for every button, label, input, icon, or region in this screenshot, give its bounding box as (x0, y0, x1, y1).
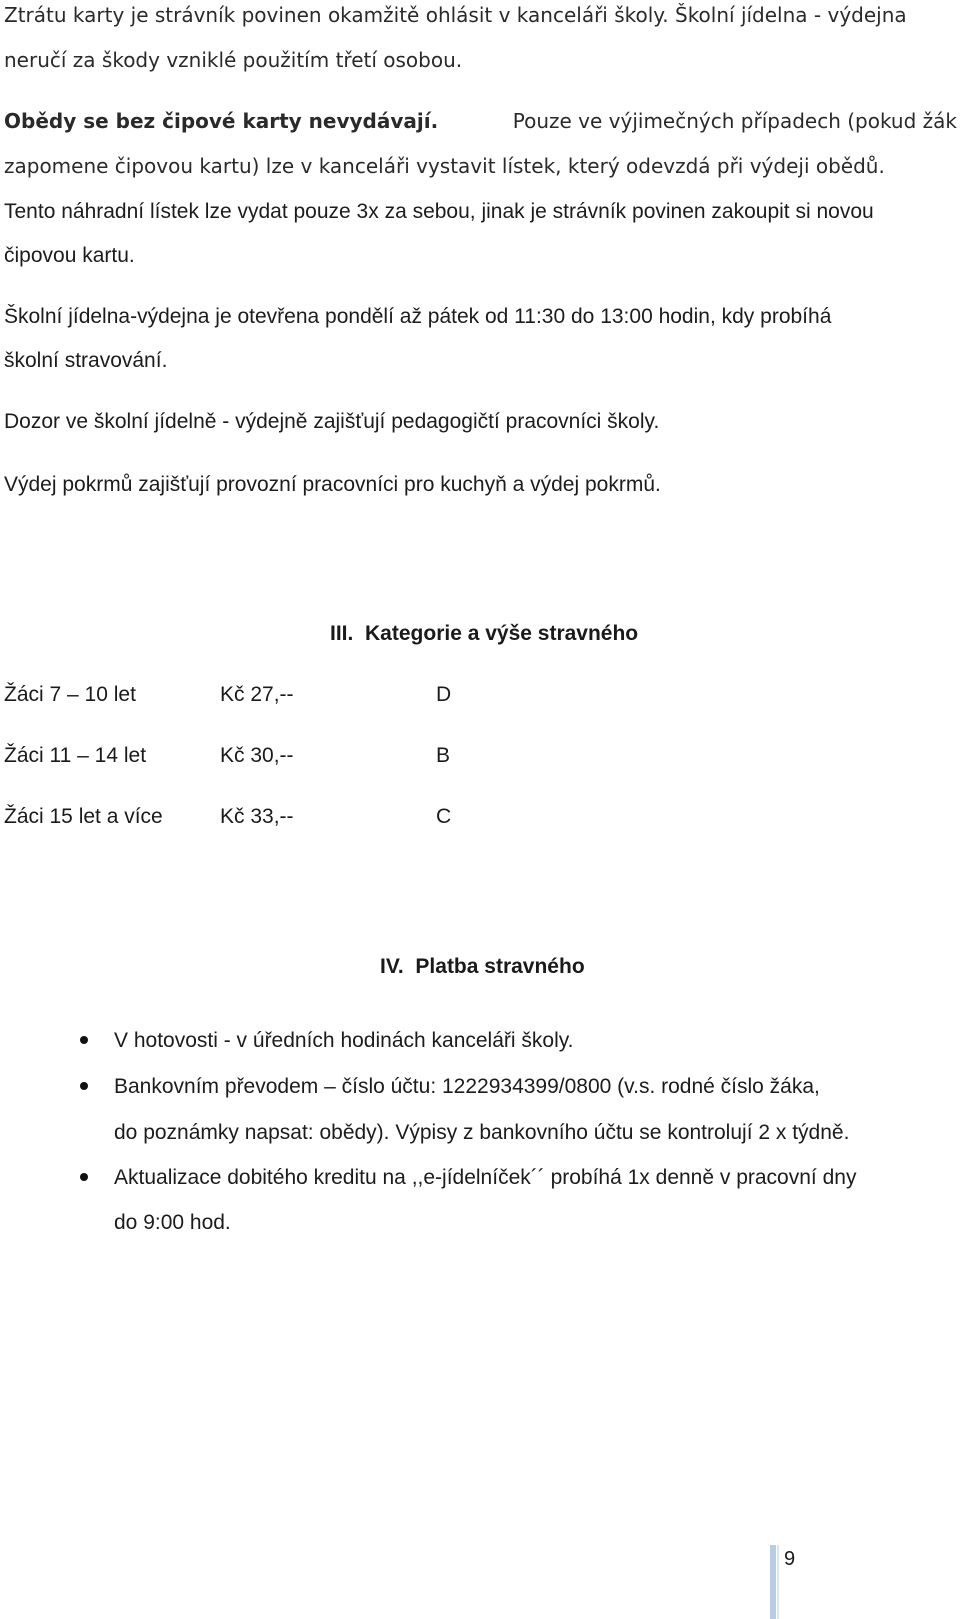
section-3-title: Kategorie a výše stravného (365, 622, 639, 645)
paragraph-2-line-2: zapomene čipovou kartu) lze v kanceláři vystavit lístek, který odevzdá při výdeji obědů. (4, 154, 885, 178)
bullet-1-icon (80, 1036, 88, 1044)
rate-row-3-price: Kč 33,-- (220, 805, 294, 828)
section-4-number: IV. (380, 955, 404, 978)
section-3-number: III. (330, 622, 354, 645)
bullet-1-text: V hotovosti - v úředních hodinách kanceláři školy. (114, 1029, 574, 1052)
paragraph-2-bold-lead: Obědy se bez čipové karty nevydávají. (4, 109, 439, 133)
rate-row-2-price: Kč 30,-- (220, 744, 294, 767)
paragraph-3-line-1: Tento náhradní lístek lze vydat pouze 3x za sebou, jinak je strávník povinen zakoupit si novou (4, 200, 874, 223)
bullet-3-line-1: Aktualizace dobitého kreditu na ,,e-jídelníček´´ probíhá 1x denně v pracovní dny (114, 1166, 857, 1189)
paragraph-6: Výdej pokrmů zajišťují provozní pracovníci pro kuchyň a výdej pokrmů. (4, 473, 661, 496)
paragraph-4-line-1: Školní jídelna-výdejna je otevřena pondělí až pátek od 11:30 do 13:00 hodin, kdy probíhá (4, 305, 832, 328)
bullet-3-icon (80, 1173, 88, 1181)
bullet-2-line-1: Bankovním převodem – číslo účtu: 1222934399/0800 (v.s. rodné číslo žáka, (114, 1075, 820, 1098)
rate-row-1-price: Kč 27,-- (220, 683, 294, 706)
bullet-3-line-2: do 9:00 hod. (114, 1211, 231, 1234)
rate-row-3-category: C (436, 805, 452, 828)
footer-accent-bar (770, 1545, 776, 1619)
bullet-2-line-2: do poznámky napsat: obědy). Výpisy z bankovního účtu se kontrolují 2 x týdně. (114, 1121, 850, 1144)
section-4-title: Platba stravného (415, 955, 585, 978)
paragraph-3-line-2: čipovou kartu. (4, 244, 135, 267)
bullet-2-icon (80, 1082, 88, 1090)
rate-row-2-group: Žáci 11 – 14 let (4, 744, 147, 767)
rate-row-1-category: D (436, 683, 452, 706)
rate-row-3-group: Žáci 15 let a více (4, 805, 163, 828)
section-4-heading (380, 954, 585, 980)
page-number: 9 (784, 1548, 796, 1570)
section-3-heading (330, 621, 638, 647)
paragraph-1-line-2: neručí za škody vzniklé použitím třetí osobou. (4, 48, 463, 72)
paragraph-4-line-2: školní stravování. (4, 349, 168, 372)
rate-row-1-group: Žáci 7 – 10 let (4, 683, 136, 706)
paragraph-2-line-1-rest: Pouze ve výjimečných případech (pokud žák (512, 109, 957, 133)
paragraph-1-line-1: Ztrátu karty je strávník povinen okamžitě ohlásit v kanceláři školy. Školní jídelna - výdejna (4, 3, 907, 27)
rate-row-2-category: B (436, 744, 451, 767)
paragraph-5: Dozor ve školní jídelně - výdejně zajišťují pedagogičtí pracovníci školy. (4, 410, 660, 433)
paragraph-2-line-1 (4, 108, 957, 134)
footer-accent-bar-thin (777, 1545, 779, 1619)
